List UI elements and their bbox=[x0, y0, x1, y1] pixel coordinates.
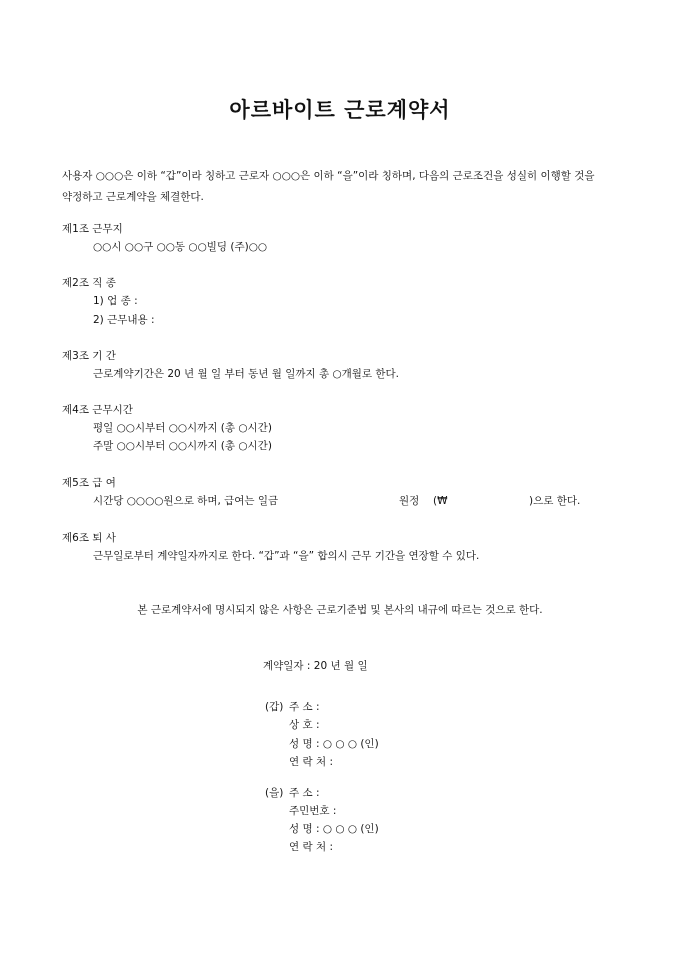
article-2-line-1: 1) 업 종 : bbox=[93, 295, 138, 307]
article-5-heading: 제5조 급 여 bbox=[62, 477, 116, 489]
party-a-address: 주 소 : bbox=[289, 701, 320, 713]
article-2-line-2: 2) 근무내용 : bbox=[93, 314, 155, 326]
contract-date: 계약일자 : 20 년 월 일 bbox=[263, 660, 368, 672]
party-b-address: 주 소 : bbox=[289, 787, 320, 799]
article-6-line-1: 근무일로부터 계약일자까지로 한다. “갑”과 “을” 합의시 근무 기간을 연장할 수 있다. bbox=[93, 550, 480, 562]
article-6-heading: 제6조 퇴 사 bbox=[62, 532, 116, 544]
article-3-line-1: 근로계약기간은 20 년 월 일 부터 동년 월 일까지 총 ○개월로 한다. bbox=[93, 368, 400, 380]
party-b-contact: 연 락 처 : bbox=[289, 841, 333, 853]
article-5-currency-open: (₩ bbox=[433, 495, 448, 507]
article-3-heading: 제3조 기 간 bbox=[62, 350, 116, 362]
intro-paragraph: 사용자 ○○○은 이하 “갑”이라 칭하고 근로자 ○○○은 이하 “을”이라 칭하며, 다음의 근로조건을 성실히 이행할 것을 약정하고 근로계약을 체결한다. bbox=[62, 170, 595, 203]
article-5-currency-close: )으로 한다. bbox=[529, 495, 581, 507]
closing-note: 본 근로계약서에 명시되지 않은 사항은 근로기준법 및 본사의 내규에 따르는 것으로 한다. bbox=[137, 604, 543, 616]
article-4-line-1: 평일 ○○시부터 ○○시까지 (총 ○시간) bbox=[93, 422, 272, 434]
party-b-name: 성 명 : ○ ○ ○ (인) bbox=[289, 823, 379, 835]
article-1-line-1: ○○시 ○○구 ○○동 ○○빌딩 (주)○○ bbox=[93, 241, 268, 253]
party-a-contact: 연 락 처 : bbox=[289, 756, 333, 768]
party-b-label: (을) bbox=[265, 787, 284, 799]
article-2-heading: 제2조 직 종 bbox=[62, 277, 116, 289]
party-a-name: 성 명 : ○ ○ ○ (인) bbox=[289, 738, 379, 750]
article-5-won-label: 원정 bbox=[399, 495, 420, 507]
article-4-heading: 제4조 근무시간 bbox=[62, 404, 133, 416]
document-title: 아르바이트 근로계약서 bbox=[229, 98, 451, 122]
party-a-company: 상 호 : bbox=[289, 719, 320, 731]
party-a-label: (갑) bbox=[265, 701, 284, 713]
article-5-line-1: 시간당 ○○○○원으로 하며, 급여는 일금 bbox=[93, 495, 279, 507]
article-4-line-2: 주말 ○○시부터 ○○시까지 (총 ○시간) bbox=[93, 440, 272, 452]
party-b-resident-number: 주민번호 : bbox=[289, 805, 337, 817]
article-1-heading: 제1조 근무지 bbox=[62, 223, 123, 235]
